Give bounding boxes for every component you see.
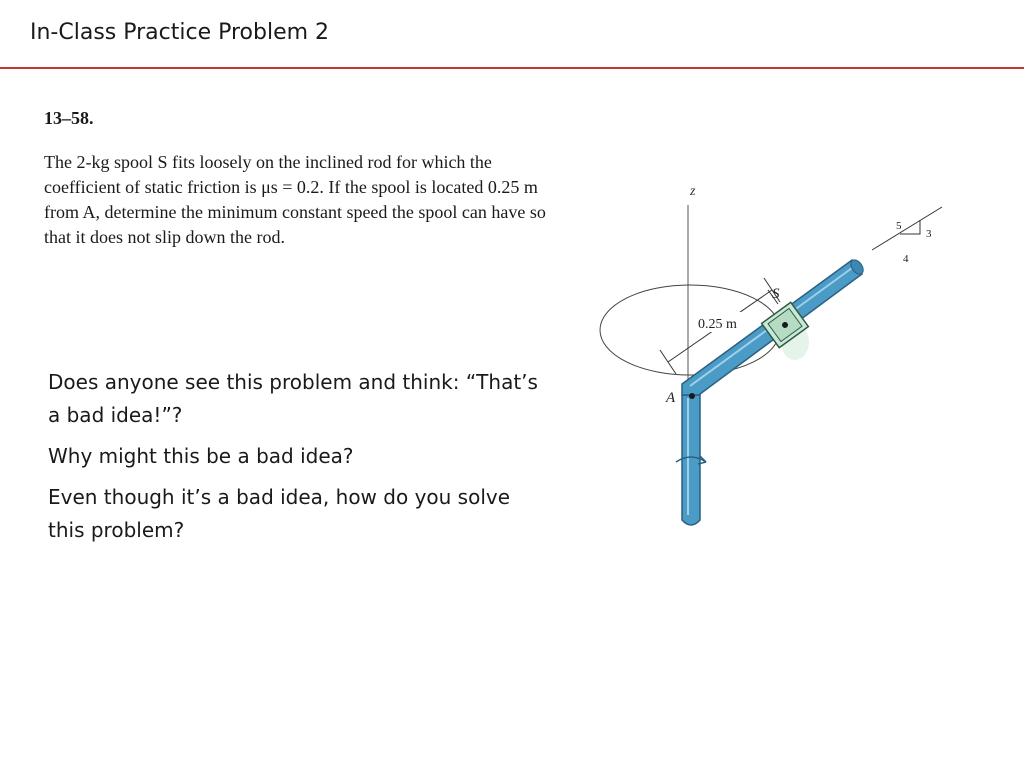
spool-label: S <box>772 286 780 302</box>
discussion-questions <box>48 366 548 555</box>
problem-number: 13–58. <box>44 108 94 128</box>
discussion-question-3: Even though it’s a bad idea, how do you solve this problem? <box>48 485 511 542</box>
spool-rod-figure <box>590 170 970 540</box>
problem-statement-text: The 2-kg spool S fits loosely on the inclined rod for which the coefficient of static friction is μs = 0.2. If the spool is located 0.25 m from A, determine the minimum constant speed the spool can have so that it does not slip down the rod. <box>44 152 546 247</box>
point-a-marker <box>689 393 695 399</box>
slope-run-label: 4 <box>903 253 909 265</box>
slope-hypotenuse-label: 5 <box>896 220 902 232</box>
discussion-question-2: Why might this be a bad idea? <box>48 444 354 468</box>
dimension-tick-left <box>660 350 676 374</box>
title-divider <box>0 67 1024 69</box>
point-a-label: A <box>666 390 676 406</box>
discussion-question-1: Does anyone see this problem and think: “That’s a bad idea!”? <box>48 370 538 427</box>
slope-rise-label: 3 <box>926 228 932 240</box>
vertical-rod <box>682 395 700 525</box>
slope-line <box>872 207 942 250</box>
z-axis-label: z <box>690 184 696 199</box>
problem-statement <box>44 150 564 250</box>
distance-label: 0.25 m <box>698 317 737 332</box>
slide-title: In-Class Practice Problem 2 <box>30 20 330 45</box>
